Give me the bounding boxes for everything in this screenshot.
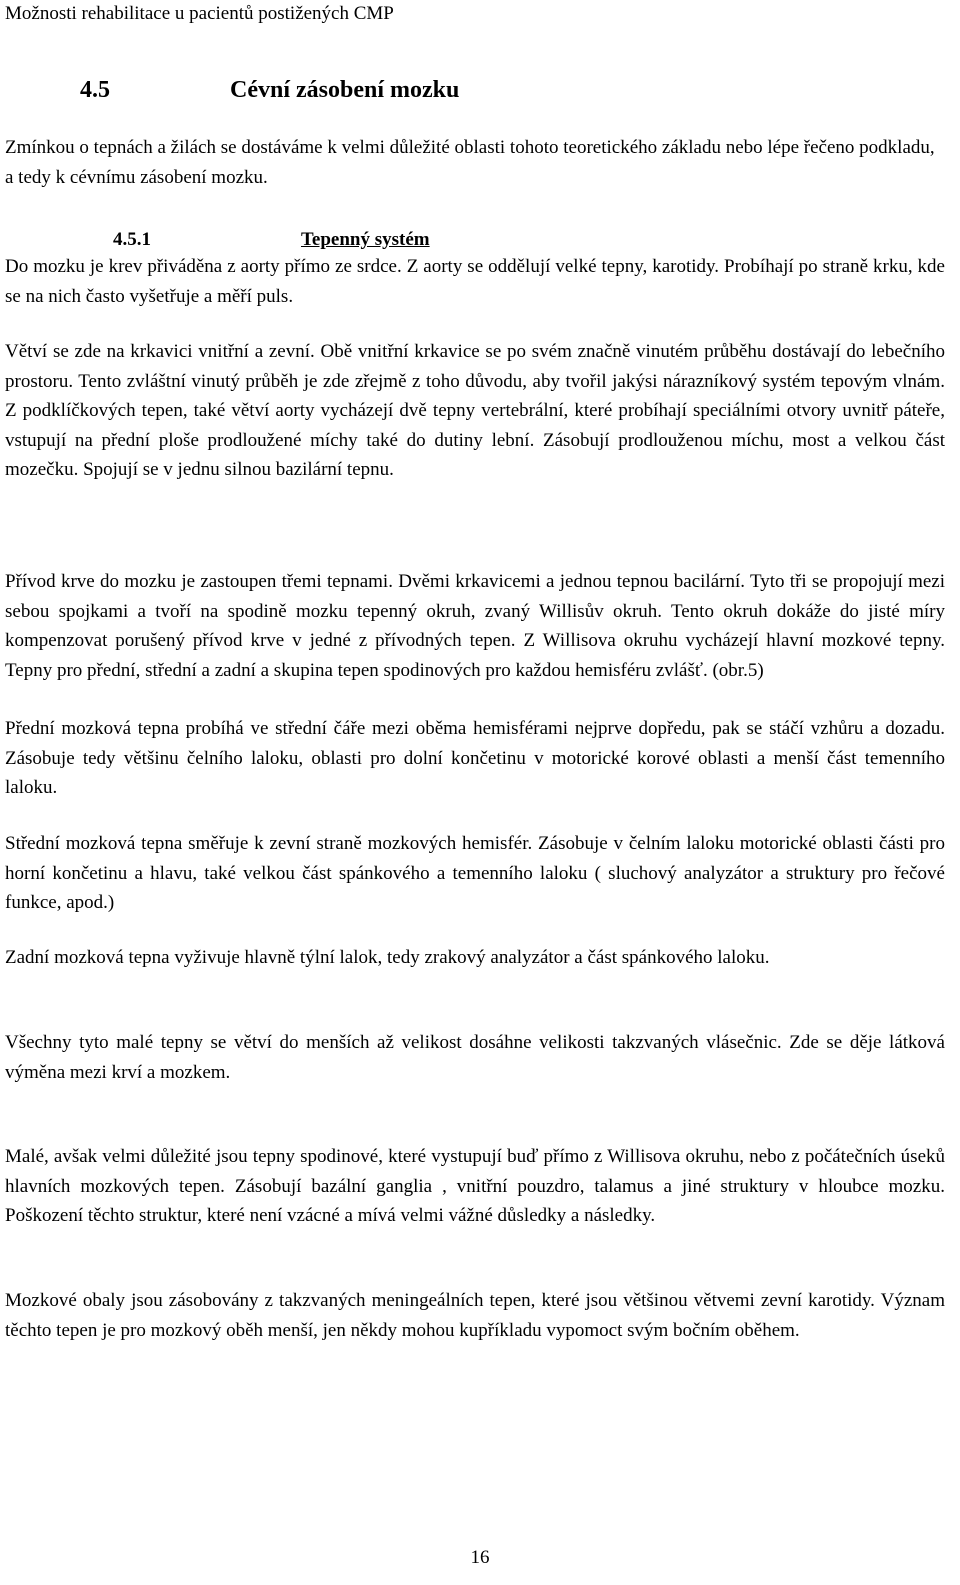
paragraph-capillaries: Všechny tyto malé tepny se větví do menších až velikost dosáhne velikosti takzvaných vlásečnic. Zde se děje látková výměna mezi krví a mozkem. (5, 1032, 945, 1083)
paragraph-anterior-artery: Přední mozková tepna probíhá ve střední čáře mezi oběma hemisférami nejprve dopředu, pak se stáčí vzhůru a dozadu. Zásobuje tedy většinu čelního laloku, oblasti pro dolní končetinu v motorické korové oblasti a menší část temenního laloku. (5, 718, 945, 798)
paragraph-basal-arteries: Malé, avšak velmi důležité jsou tepny spodinové, které vystupují buď přímo z Willisova okruhu, nebo z počátečních úseků hlavních mozkových tepen. Zásobují bazální ganglia , vnitřní pouzdro, talamus a jiné struktury v hloubce mozku. Poškození těchto struktur, které není vzácné a mívá velmi vážné důsledky a následky. (5, 1146, 945, 1226)
subsection-heading (113, 228, 430, 252)
running-header: Možnosti rehabilitace u pacientů postižených CMP (5, 3, 394, 24)
section-number: 4.5 (80, 77, 110, 103)
paragraph-carotid: Větví se zde na krkavici vnitřní a zevní. Obě vnitřní krkavice se po svém značně vinutém průběhu dostávají do lebečního prostoru. Tento zvláštní vinutý průběh je zde zřejmě z toho důvodu, aby tvořil jakýsi nárazníkový systém tepovým vlnám. Z podklíčkových tepen, také větví aorty vycházejí dvě tepny vertebrální, které probíhají speciálními otvory uvnitř páteře, vstupují na přední ploše prodloužené míchy také do dutiny lební. Zásobují prodlouženou míchu, most a velkou část mozečku. Spojují se v jednu silnou bazilární tepnu. (5, 341, 945, 480)
paragraph-aorta: Do mozku je krev přiváděna z aorty přímo ze srdce. Z aorty se oddělují velké tepny, karotidy. Probíhají po straně krku, kde se na nich často vyšetřuje a měří puls. (5, 256, 945, 307)
paragraph-middle-artery: Střední mozková tepna směřuje k zevní straně mozkových hemisfér. Zásobuje v čelním laloku motorické oblasti části pro horní končetinu a hlavu, také velkou část spánkového a temenního laloku ( sluchový analyzátor a struktury pro řečové funkce, apod.) (5, 833, 945, 913)
paragraph-meninges: Mozkové obaly jsou zásobovány z takzvaných meningeálních tepen, které jsou většinou větvemi zevní karotidy. Význam těchto tepen je pro mozkový oběh menší, jen někdy mohou kupříkladu vypomoct svým bočním oběhem. (5, 1290, 945, 1341)
section-heading (80, 75, 459, 105)
intro-paragraph: Zmínkou o tepnách a žilách se dostáváme k velmi důležité oblasti tohoto teoretického základu nebo lépe řečeno podkladu, a tedy k cévnímu zásobení mozku. (5, 137, 935, 188)
paragraph-willis: Přívod krve do mozku je zastoupen třemi tepnami. Dvěmi krkavicemi a jednou tepnou bacilární. Tyto tři se propojují mezi sebou spojkami a tvoří na spodině mozku tepenný okruh, zvaný Willisův okruh. Tento okruh dokáže do jisté míry kompenzovat porušený přívod krve v jedné z přívodných tepen. Z Willisova okruhu vycházejí hlavní mozkové tepny. Tepny pro přední, střední a zadní a skupina tepen spodinových pro každou hemisféru zvlášť. (obr.5) (5, 571, 945, 681)
paragraph-posterior-artery: Zadní mozková tepna vyživuje hlavně týlní lalok, tedy zrakový analyzátor a část spánkového laloku. (5, 947, 770, 968)
subsection-number: 4.5.1 (113, 229, 151, 250)
section-title: Cévní zásobení mozku (230, 77, 460, 103)
page-number: 16 (470, 1547, 490, 1568)
subsection-title: Tepenný systém (301, 229, 430, 250)
